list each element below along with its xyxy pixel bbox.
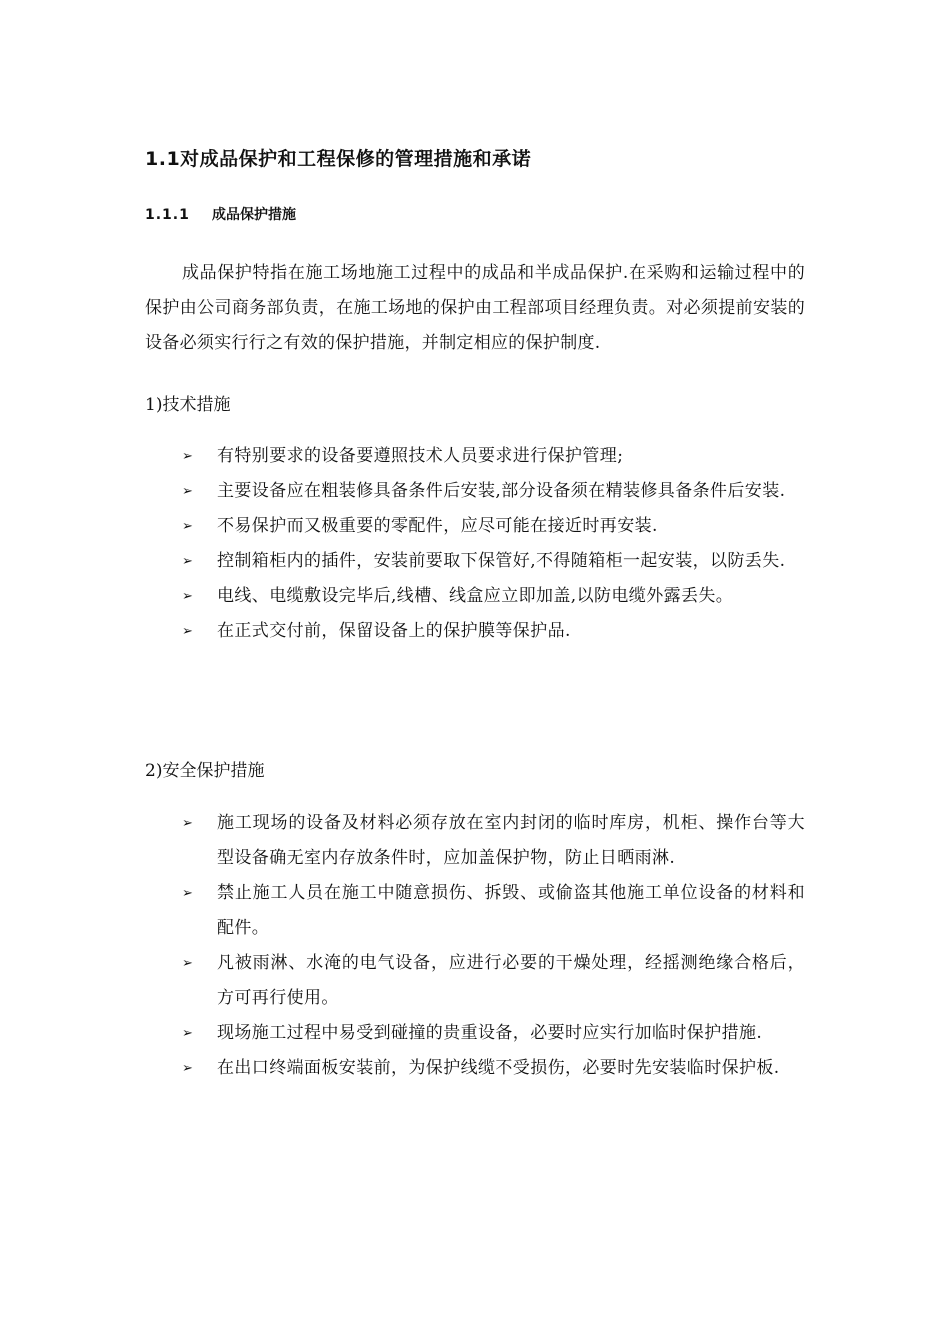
technical-measures-heading: 1)技术措施 bbox=[145, 395, 231, 415]
subsection-number: 1.1.1 bbox=[145, 207, 190, 223]
arrow-bullet-icon: ➢ bbox=[182, 449, 194, 464]
arrow-bullet-icon: ➢ bbox=[182, 554, 194, 569]
list-item: ➢ 在出口终端面板安装前，为保护线缆不受损伤，必要时先安装临时保护板. bbox=[180, 1051, 805, 1086]
list-item: ➢ 现场施工过程中易受到碰撞的贵重设备，必要时应实行加临时保护措施. bbox=[180, 1016, 805, 1051]
list-item: ➢ 凡被雨淋、水淹的电气设备，应进行必要的干燥处理，经摇测绝缘合格后，方可再行使用。 bbox=[180, 946, 805, 1016]
list-item: ➢ 控制箱柜内的插件，安装前要取下保管好,不得随箱柜一起安装，以防丢失. bbox=[180, 544, 805, 579]
list-item: ➢ 禁止施工人员在施工中随意损伤、拆毁、或偷盗其他施工单位设备的材料和配件。 bbox=[180, 876, 805, 946]
arrow-bullet-icon: ➢ bbox=[182, 1061, 194, 1076]
list-item: ➢ 主要设备应在粗装修具备条件后安装,部分设备须在精装修具备条件后安装. bbox=[180, 474, 805, 509]
safety-measures-heading: 2)安全保护措施 bbox=[145, 761, 265, 781]
arrow-bullet-icon: ➢ bbox=[182, 484, 194, 499]
list-item: ➢ 施工现场的设备及材料必须存放在室内封闭的临时库房，机柜、操作台等大型设备确无室内存放条件时，应加盖保护物，防止日晒雨淋. bbox=[180, 806, 805, 876]
list-item: ➢ 在正式交付前，保留设备上的保护膜等保护品. bbox=[180, 614, 805, 649]
subsection-title: 成品保护措施 bbox=[212, 207, 296, 223]
subsection-heading bbox=[145, 204, 296, 224]
safety-measures-list bbox=[180, 806, 805, 1086]
arrow-bullet-icon: ➢ bbox=[182, 956, 194, 971]
section-heading: 1.1对成品保护和工程保修的管理措施和承诺 bbox=[145, 148, 532, 170]
arrow-bullet-icon: ➢ bbox=[182, 1026, 194, 1041]
intro-paragraph: 成品保护特指在施工场地施工过程中的成品和半成品保护.在采购和运输过程中的保护由公司商务部负责，在施工场地的保护由工程部项目经理负责。对必须提前安装的设备必须实行行之有效的保护措施，并制定相应的保护制度. bbox=[145, 263, 805, 353]
list-item: ➢ 电线、电缆敷设完毕后,线槽、线盒应立即加盖,以防电缆外露丢失。 bbox=[180, 579, 805, 614]
arrow-bullet-icon: ➢ bbox=[182, 589, 194, 604]
list-item: ➢ 有特别要求的设备要遵照技术人员要求进行保护管理; bbox=[180, 439, 805, 474]
arrow-bullet-icon: ➢ bbox=[182, 624, 194, 639]
list-item: ➢ 不易保护而又极重要的零配件，应尽可能在接近时再安装. bbox=[180, 509, 805, 544]
arrow-bullet-icon: ➢ bbox=[182, 886, 194, 901]
arrow-bullet-icon: ➢ bbox=[182, 519, 194, 534]
arrow-bullet-icon: ➢ bbox=[182, 816, 194, 831]
technical-measures-list bbox=[180, 439, 805, 649]
